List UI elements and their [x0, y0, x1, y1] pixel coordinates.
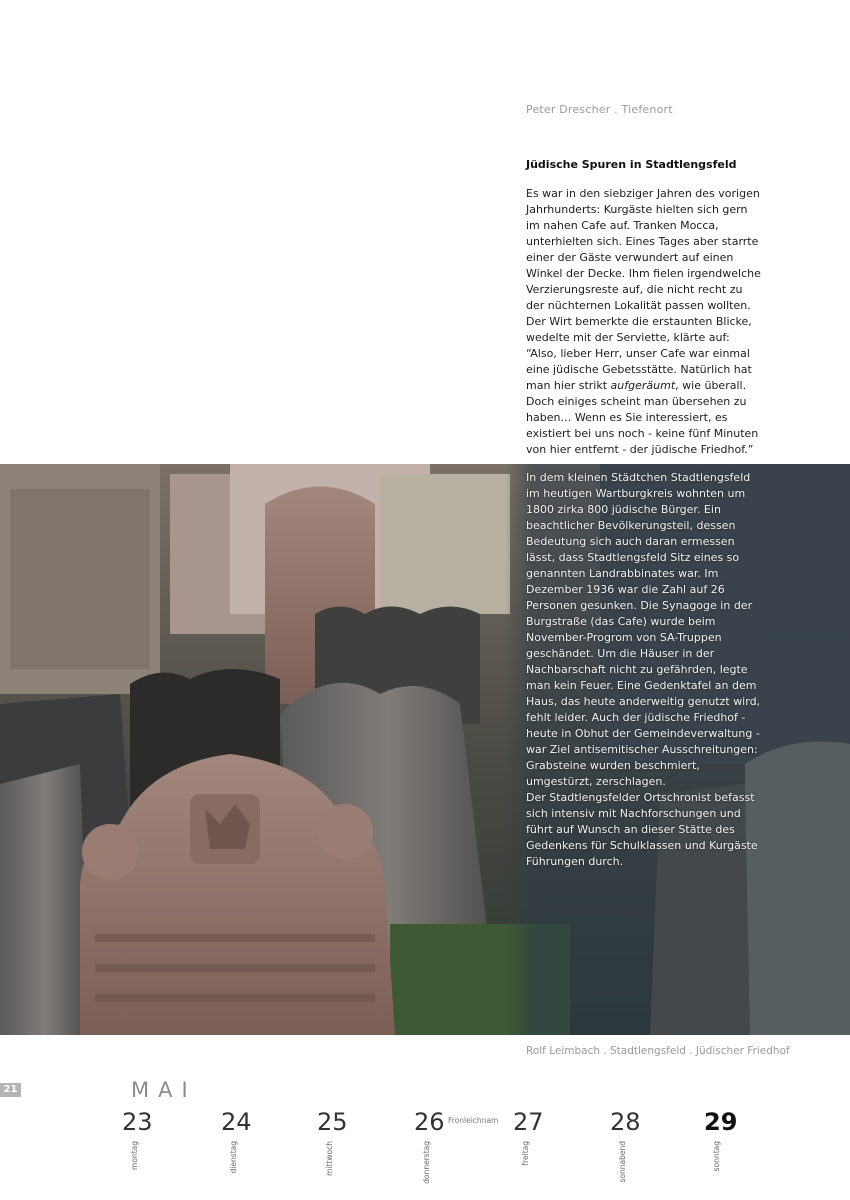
article-title: Jüdische Spuren in Stadtlengsfeld: [526, 158, 737, 171]
day-number: 24: [221, 1108, 252, 1136]
weekday-label: dienstag: [229, 1141, 238, 1174]
week-number-badge: 21: [0, 1083, 21, 1097]
intro-text-part1: Es war in den siebziger Jahren des vorigen Jahrhunderts: Kurgäste hielten sich gern im nahen Cafe auf. Tranken Mocca, unterhielten sich. Eines Tages aber starrte einer der Gäste verwundert auf einen Winkel der Decke. Ihm fielen irgendwelche Verzierungsreste auf, die nicht recht zu der nüchternen Lokalität passen wollten. Der Wirt bemerkte die erstaunten Blicke, wedelte mit der Serviette, klärte auf: “Also, lieber Herr, unser Cafe war einmal eine jüdische Gebetsstätte. Natürlich hat man hier strikt: [526, 187, 761, 392]
calendar-day: [513, 1107, 573, 1166]
body-paragraph-1: In dem kleinen Städtchen Stadtlengsfeld im heutigen Wartburgkreis wohnten um 1800 zirka 800 jüdische Bürger. Ein beachtlicher Bevölkerungsteil, dessen Bedeutung sich auch daran ermessen lässt, dass Stadtlengsfeld Sitz eines so genannten Landrabbinates war. Im Dezember 1936 war die Zahl auf 26 Personen gesunken. Die Synagoge in der Burgstraße (das Cafe) wurde beim November-Progrom von SA-Truppen geschändet. Um die Häuser in der Nachbarschaft nicht zu gefährden, legte man kein Feuer. Eine Gedenktafel an dem Haus, das heute anderweitig genutzt wird, fehlt leider. Auch der jüdische Friedhof - heute in Obhut der Gemeindeverwaltung - war Ziel antisemitischer Ausschreitungen: Grabsteine wurden beschmiert, umgestürzt, zerschlagen.: [526, 471, 761, 788]
month-label: MAI: [131, 1078, 197, 1102]
body-paragraph-2: Der Stadtlengsfelder Ortschronist befasst sich intensiv mit Nachforschungen und führt auf Wunsch an dieser Stätte des Gedenkens für Schulklassen und Kurgäste Führungen durch.: [526, 791, 758, 868]
day-number: 27: [513, 1108, 544, 1136]
weekday-label: donnerstag: [422, 1141, 431, 1184]
weekday-label: mittwoch: [325, 1141, 334, 1176]
day-number: 25: [317, 1108, 348, 1136]
photo-caption: Rolf Leimbach . Stadtlengsfeld . Jüdischer Friedhof: [526, 1045, 790, 1057]
weekday-label: sonntag: [712, 1141, 721, 1172]
day-number: 29: [704, 1108, 738, 1136]
article-intro: [526, 186, 762, 458]
weekday-label: freitag: [521, 1141, 530, 1166]
calendar-day-sunday: [704, 1107, 764, 1172]
day-number: 28: [610, 1108, 641, 1136]
calendar-day: [610, 1107, 670, 1183]
day-number: 23: [122, 1108, 153, 1136]
calendar-day: [221, 1107, 281, 1174]
intro-emphasis: aufgeräumt: [610, 379, 676, 392]
weekday-label: montag: [130, 1141, 139, 1170]
calendar-day: [122, 1107, 182, 1170]
calendar-day: [317, 1107, 377, 1176]
day-number: 26: [414, 1108, 445, 1136]
weekday-label: sonnabend: [618, 1141, 627, 1183]
intro-text-part2: , wie überall. Doch einiges scheint man übersehen zu haben… Wenn es Sie interessiert, es existiert bei uns noch - keine fünf Minuten von hier entfernt - der jüdische Friedhof.”: [526, 379, 759, 456]
holiday-label: Fronleichnam: [448, 1116, 499, 1125]
author-credit: Peter Drescher . Tiefenort: [526, 103, 673, 116]
article-body: [526, 470, 762, 870]
